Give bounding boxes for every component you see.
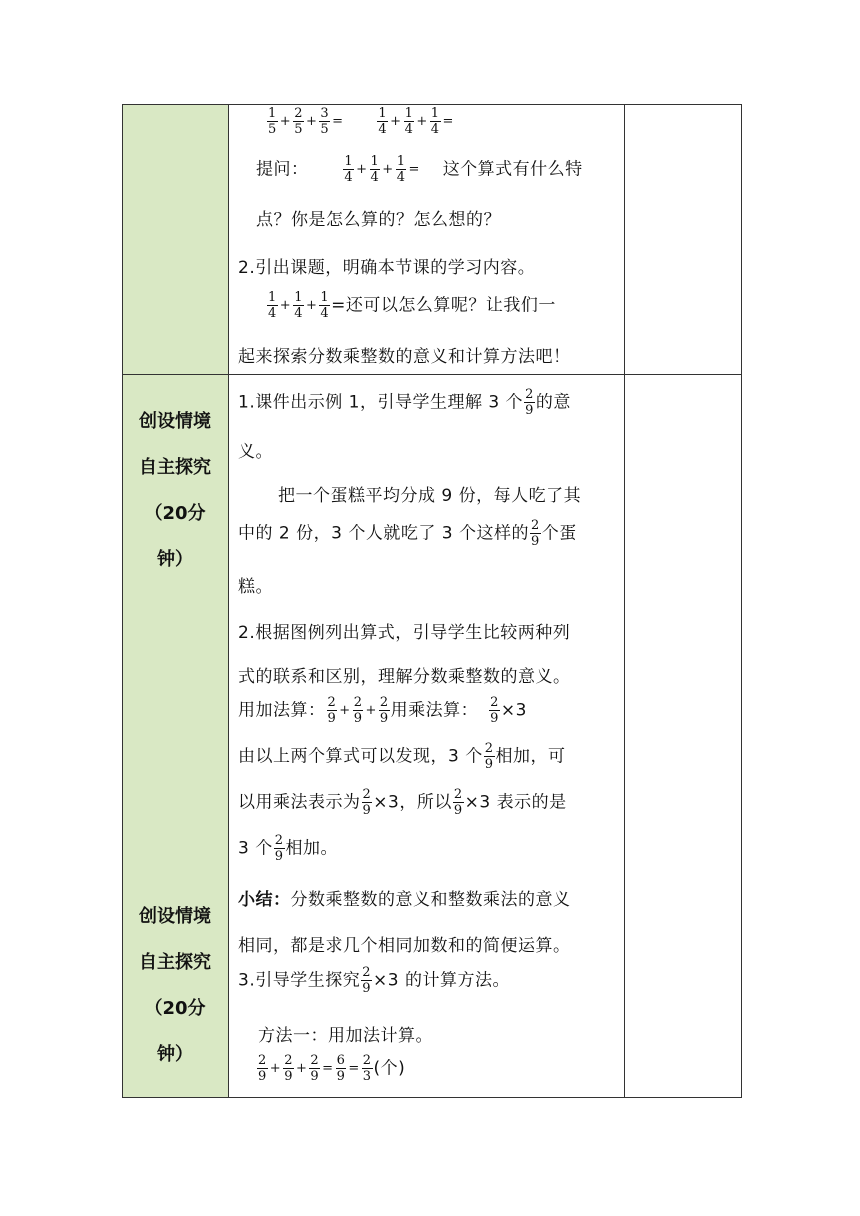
finding-line-1: 由以上两个算式可以发现，3 个 $\frac{2}{9}$ 相加，可 xyxy=(238,741,566,772)
fraction: $\frac{1}{4}$ xyxy=(344,154,354,185)
cake-line-1: 把一个蛋糕平均分成 9 份，每人吃了其 xyxy=(278,486,582,506)
prompt-text: 这个算式有什么特 xyxy=(442,159,583,180)
question-line: $\frac{1}{4}$ + $\frac{1}{4}$ + $\frac{1}{4}$ =还可以怎么算呢？让我们一 xyxy=(268,290,556,321)
stage-label-line4: 钟） xyxy=(157,549,193,570)
fraction: $\frac{2}{9}$ xyxy=(284,1053,293,1084)
item-3: 3.引导学生探究 $\frac{2}{9}$ ×3 的计算方法。 xyxy=(238,965,510,996)
summary-line-1: 小结：分数乘整数的意义和整数乘法的意义 xyxy=(238,890,571,910)
table-border-bottom xyxy=(122,1097,742,1098)
fraction: $\frac{1}{4}$ xyxy=(370,154,380,185)
finding-line-3: 3 个 $\frac{2}{9}$ 相加。 xyxy=(238,833,339,864)
summary-line-2: 相同，都是求几个相同加数和的简便运算。 xyxy=(238,936,571,956)
fraction: $\frac{2}{9}$ xyxy=(490,695,499,726)
fraction: $\frac{1}{4}$ xyxy=(430,106,440,137)
fraction: $\frac{1}{4}$ xyxy=(294,290,303,321)
fraction: $\frac{2}{9}$ xyxy=(353,695,363,726)
finding-line-2: 以用乘法表示为 $\frac{2}{9}$ ×3，所以 $\frac{2}{9}$ ×3 表示的是 xyxy=(238,787,567,818)
table-border-right xyxy=(741,104,742,1098)
column-divider-2 xyxy=(624,104,625,1098)
formula-line: 用加法算： $\frac{2}{9}$ + $\frac{2}{9}$ + $\frac{2}{9}$ 用乘法算： $\frac{2}{9}$ ×3 xyxy=(238,695,527,726)
stage-label-line1: 创设情境 xyxy=(139,411,211,432)
fraction: $\frac{2}{9}$ xyxy=(274,833,284,864)
fraction: $\frac{1}{4}$ xyxy=(320,290,330,321)
stage-cell-top xyxy=(122,104,228,374)
fraction: $\frac{2}{9}$ xyxy=(453,787,463,818)
fraction: $\frac{2}{9}$ xyxy=(327,695,337,726)
fraction: $\frac{2}{9}$ xyxy=(310,1053,320,1084)
stage-label-line3: （20分 xyxy=(144,503,206,524)
cake-line-3: 糕。 xyxy=(238,577,273,597)
method-1-equation: $\frac{2}{9}$ + $\frac{2}{9}$ + $\frac{2}{9}$ = $\frac{6}{9}$ = $\frac{2}{3}$ (个) xyxy=(258,1053,406,1084)
example-equations: $\frac{1}{5}$ + $\frac{2}{5}$ + $\frac{3}{5}$ = $\frac{1}{4}$ + $\frac{1}{4}$ + $\frac{1}{4}$ = xyxy=(268,106,454,137)
fraction: $\frac{6}{9}$ xyxy=(336,1053,346,1084)
item-2-line-1: 2.根据图例列出算式，引导学生比较两种列 xyxy=(238,623,571,643)
fraction: $\frac{2}{9}$ xyxy=(484,741,494,772)
fraction: $\frac{1}{5}$ xyxy=(268,106,277,137)
prompt-continuation: 点？你是怎么算的？怎么想的？ xyxy=(256,210,501,230)
question-continuation: 起来探索分数乘整数的意义和计算方法吧！ xyxy=(238,347,571,367)
stage-label-line2: 自主探究 xyxy=(139,457,211,478)
prompt-label: 提问： xyxy=(256,159,309,180)
item-1-cont: 义。 xyxy=(238,442,273,462)
stage-label-line3: （20分 xyxy=(144,998,206,1019)
item-1: 1.课件出示例 1，引导学生理解 3 个 $\frac{2}{9}$ 的意 xyxy=(238,387,571,418)
lesson-table xyxy=(122,104,742,1098)
item-2-line-2: 式的联系和区别，理解分数乘整数的意义。 xyxy=(238,667,571,687)
fraction: $\frac{1}{4}$ xyxy=(404,106,414,137)
fraction: $\frac{2}{9}$ xyxy=(525,387,534,418)
fraction: $\frac{1}{4}$ xyxy=(378,106,388,137)
fraction: $\frac{2}{9}$ xyxy=(362,787,372,818)
summary-label: 小结： xyxy=(238,890,291,910)
fraction: $\frac{2}{3}$ xyxy=(362,1053,372,1084)
method-1-label: 方法一：用加法计算。 xyxy=(258,1026,433,1046)
stage-label-line2: 自主探究 xyxy=(139,952,211,973)
fraction: $\frac{3}{5}$ xyxy=(320,106,330,137)
fraction: $\frac{1}{4}$ xyxy=(268,290,277,321)
fraction: $\frac{2}{9}$ xyxy=(530,518,540,549)
stage-label-line1: 创设情境 xyxy=(139,906,211,927)
table-border-top xyxy=(122,104,742,105)
row-divider xyxy=(122,374,742,375)
item-2-intro: 2.引出课题，明确本节课的学习内容。 xyxy=(238,258,536,278)
stage-label-line4: 钟） xyxy=(157,1044,193,1065)
fraction: $\frac{1}{4}$ xyxy=(396,154,406,185)
cake-line-2: 中的 2 份，3 个人就吃了 3 个这样的 $\frac{2}{9}$ 个蛋 xyxy=(238,518,577,549)
prompt-line: 提问： $\frac{1}{4}$ + $\frac{1}{4}$ + $\frac{1}{4}$ = 这个算式有什么特 xyxy=(256,154,583,185)
question-text: =还可以怎么算呢？让我们一 xyxy=(331,295,556,316)
fraction: $\frac{2}{5}$ xyxy=(294,106,303,137)
column-divider-1 xyxy=(228,104,229,1098)
fraction: $\frac{2}{9}$ xyxy=(379,695,389,726)
fraction: $\frac{2}{9}$ xyxy=(258,1053,267,1084)
fraction: $\frac{2}{9}$ xyxy=(362,965,372,996)
